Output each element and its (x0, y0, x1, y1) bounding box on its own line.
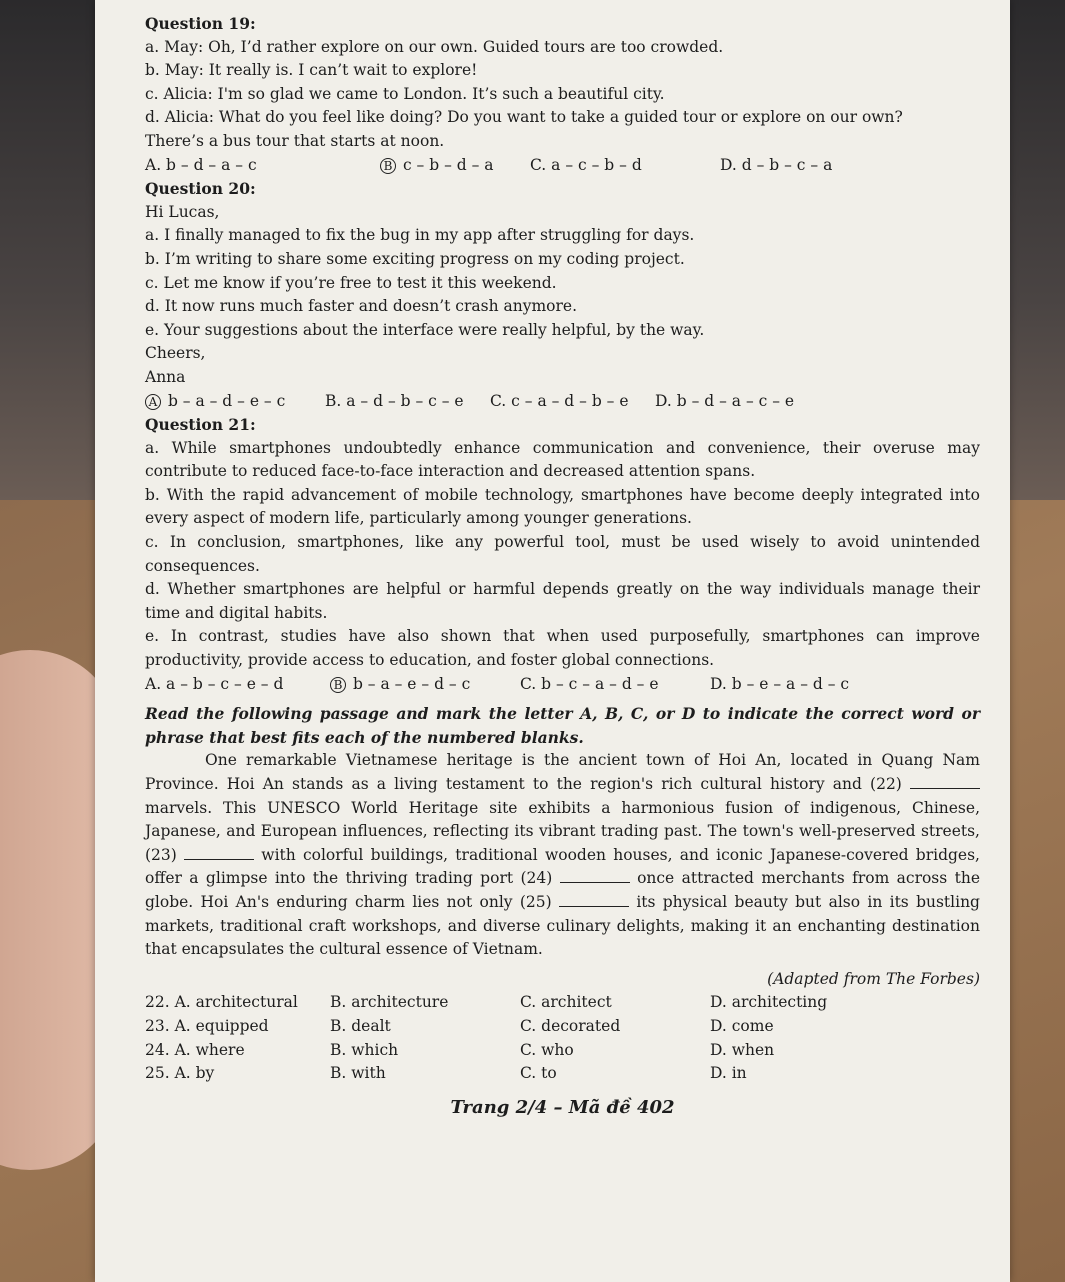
q20-signature: Anna (145, 367, 186, 386)
answer-24-b[interactable]: B. which (330, 1040, 399, 1059)
passage-part-5: its physical beauty but also in its bustling markets, traditional craft workshops, and diverse culinary delights, making it an enchanting destination that encapsulates the cultural essence of Vietnam. (145, 892, 980, 959)
answer-25-c[interactable]: C. to (520, 1064, 557, 1083)
answer-22-a[interactable]: 22. A. architectural (145, 993, 298, 1012)
q21-line-d: d. Whether smartphones are helpful or harmful depends greatly on the way individuals manage their time and digital habits. (145, 580, 980, 622)
q19-line-b: b. May: It really is. I can’t wait to explore! (145, 61, 478, 80)
q20-option-d[interactable]: D. b – d – a – c – e (655, 391, 795, 410)
q19-line-e: There’s a bus tour that starts at noon. (145, 131, 445, 150)
q20-closing: Cheers, (145, 344, 206, 363)
answer-24-a[interactable]: 24. A. where (145, 1040, 245, 1059)
blank-22[interactable] (910, 788, 980, 789)
q21-line-c: c. In conclusion, smartphones, like any powerful tool, must be used wisely to avoid unintended consequences. (145, 533, 980, 575)
passage-part-1: One remarkable Vietnamese heritage is the ancient town of Hoi An, located in Quang Nam Province. Hoi An stands as a living testament to the region's rich cultural history and (22) (145, 751, 980, 793)
passage-instruction: Read the following passage and mark the letter A, B, C, or D to indicate the correct word or phrase that best fits each of the numbered blanks. (145, 704, 980, 747)
q19-option-b[interactable] (380, 154, 530, 178)
question-21-title: Question 21: (145, 415, 256, 435)
q21-line-b: b. With the rapid advancement of mobile technology, smartphones have become deeply integrated into every aspect of modern life, particularly among younger generations. (145, 485, 980, 528)
circled-mark-icon: A (145, 394, 161, 410)
q20-option-a-text: b – a – d – e – c (167, 391, 286, 410)
q19-line-a: a. May: Oh, I’d rather explore on our own. Guided tours are too crowded. (145, 37, 724, 56)
answer-25-d[interactable]: D. in (710, 1064, 747, 1083)
q19-options (145, 154, 980, 178)
q19-option-b-text: c – b – d – a (402, 155, 494, 174)
circled-mark-icon: B (330, 677, 346, 693)
q20-line-a: a. I finally managed to fix the bug in my app after struggling for days. (145, 226, 695, 245)
q19-line-d: d. Alicia: What do you feel like doing? Do you want to take a guided tour or explore on our own? (145, 108, 903, 127)
q21-line-a: a. While smartphones undoubtedly enhance communication and convenience, their overuse may contribute to reduced face-to-face interaction and decreased attention spans. (145, 438, 980, 481)
passage-part-4: once attracted merchants from across the globe. Hoi An's enduring charm lies not only (25) (145, 869, 980, 911)
exam-content (145, 12, 980, 1119)
q19-option-a[interactable]: A. b – d – a – c (145, 155, 257, 174)
q20-line-d: d. It now runs much faster and doesn’t crash anymore. (145, 297, 577, 316)
passage-source: (Adapted from The Forbes) (767, 969, 980, 988)
q20-option-c[interactable]: C. c – a – d – b – e (490, 391, 629, 410)
passage-text (145, 749, 980, 961)
q21-option-d[interactable]: D. b – e – a – d – c (710, 674, 850, 693)
q20-line-b: b. I’m writing to share some exciting progress on my coding project. (145, 249, 685, 268)
blank-24[interactable] (560, 882, 630, 883)
blank-25[interactable] (559, 906, 629, 907)
answer-23-b[interactable]: B. dealt (330, 1016, 391, 1035)
answer-25-b[interactable]: B. with (330, 1064, 386, 1083)
answer-24-d[interactable]: D. when (710, 1040, 775, 1059)
answer-23-a[interactable]: 23. A. equipped (145, 1016, 269, 1035)
answer-options-grid (145, 991, 980, 1085)
exam-paper (95, 0, 1010, 1282)
q21-option-b[interactable] (330, 673, 520, 697)
q21-option-b-text: b – a – e – d – c (352, 674, 471, 693)
q19-option-d[interactable]: D. d – b – c – a (720, 155, 833, 174)
q20-greeting: Hi Lucas, (145, 202, 220, 221)
question-19-title: Question 19: (145, 14, 256, 33)
question-20-title: Question 20: (145, 179, 256, 199)
passage-part-2: marvels. This UNESCO World Heritage site exhibits a harmonious fusion of indigenous, Chinese, Japanese, and European influences, reflecting its vibrant trading past. The town's well-preserved streets, (23) (145, 798, 980, 864)
passage-part-3: with colorful buildings, traditional wooden houses, and iconic Japanese-covered bridges, offer a glimpse into the thriving trading port (24) (145, 845, 980, 888)
q21-option-c[interactable]: C. b – c – a – d – e (520, 674, 659, 693)
q19-option-c[interactable]: C. a – c – b – d (530, 155, 642, 174)
answer-22-b[interactable]: B. architecture (330, 993, 449, 1012)
q20-option-b[interactable]: B. a – d – b – c – e (325, 391, 464, 410)
answer-25-a[interactable]: 25. A. by (145, 1064, 215, 1083)
answer-23-c[interactable]: C. decorated (520, 1016, 621, 1035)
answer-22-d[interactable]: D. architecting (710, 993, 828, 1012)
answer-22-c[interactable]: C. architect (520, 993, 612, 1012)
page-footer: Trang 2/4 – Mã đề 402 (450, 1096, 675, 1118)
q20-option-a[interactable] (145, 390, 325, 414)
q21-options (145, 673, 980, 697)
answer-23-d[interactable]: D. come (710, 1016, 774, 1035)
q21-line-e: e. In contrast, studies have also shown that when used purposefully, smartphones can improve productivity, provide access to education, and foster global connections. (145, 627, 980, 670)
answer-24-c[interactable]: C. who (520, 1040, 574, 1059)
q19-line-c: c. Alicia: I'm so glad we came to London. It’s such a beautiful city. (145, 84, 665, 103)
q21-option-a[interactable]: A. a – b – c – e – d (145, 674, 284, 693)
q20-options (145, 390, 980, 414)
circled-mark-icon: B (380, 158, 396, 174)
q20-line-c: c. Let me know if you’re free to test it this weekend. (145, 273, 557, 292)
blank-23[interactable] (184, 859, 254, 860)
q20-line-e: e. Your suggestions about the interface were really helpful, by the way. (145, 320, 705, 339)
